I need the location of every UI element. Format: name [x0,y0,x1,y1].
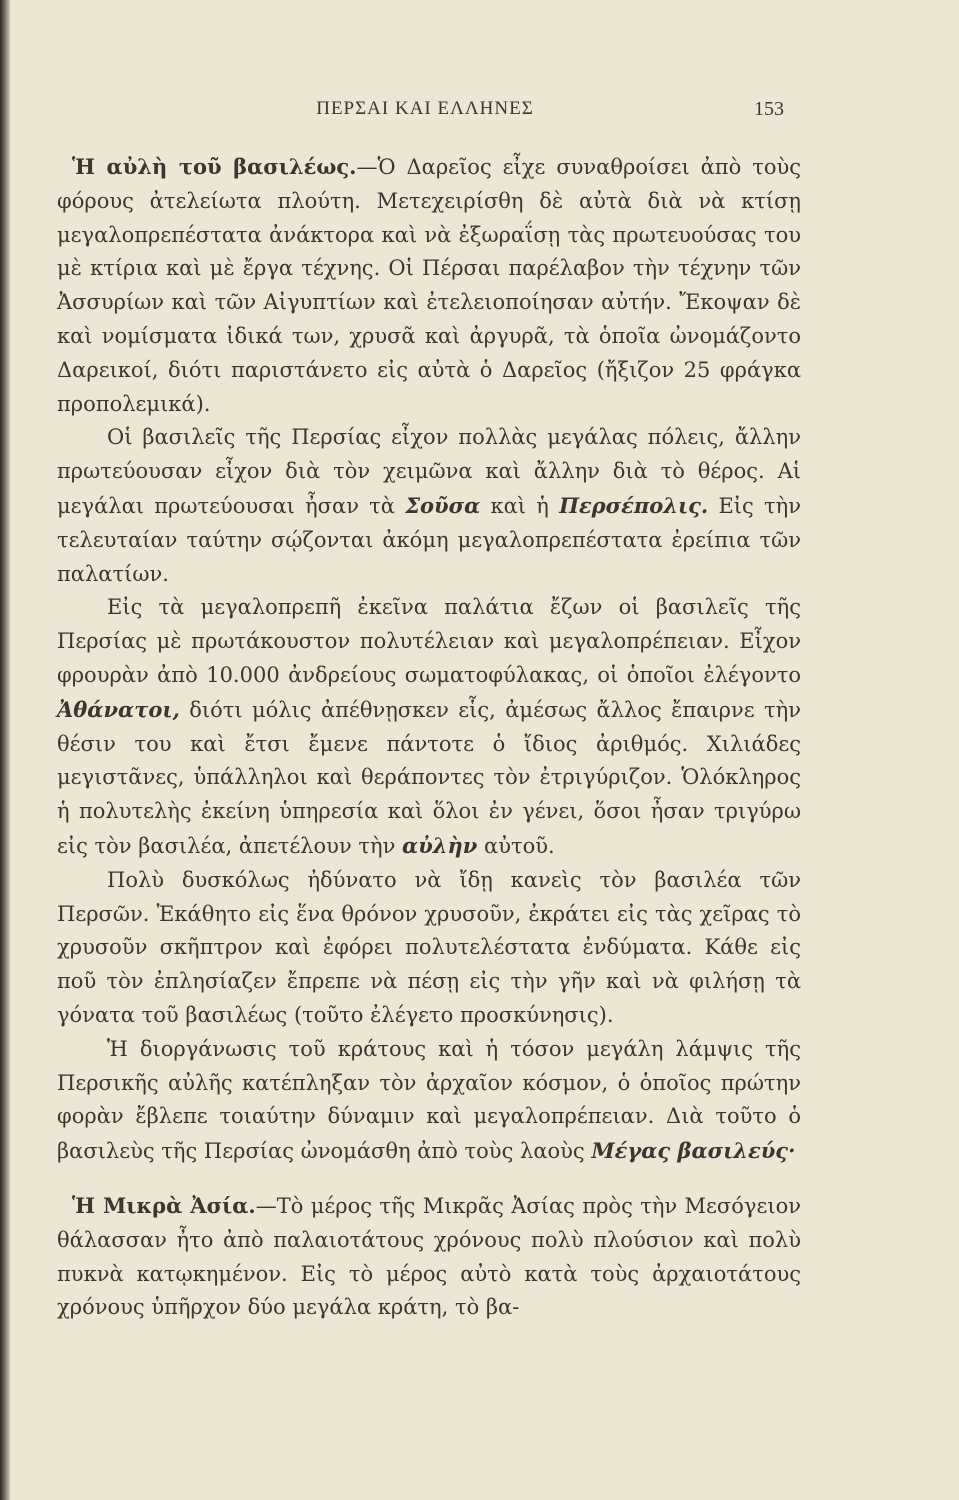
section-heading-royal-court: Ἡ αὐλὴ τοῦ βασιλέως. [72,154,357,179]
emphasis-persepolis: Περσέπολις. [559,492,709,518]
paragraph-palaces [57,591,801,863]
paragraph-text: αὐτοῦ. [484,833,555,858]
running-title: ΠΕΡΣΑΙ ΚΑΙ ΕΛΛΗΝΕΣ [316,98,534,119]
paragraph-text: Εἰς τὰ μεγαλοπρεπῆ ἐκεῖνα παλάτια ἔζων οἱ βασιλεῖς τῆς Περσίας μὲ πρωτάκουστον πολυτέλειαν καὶ μεγαλοπρέπειαν. Εἶχον φρουρὰν ἀπὸ 10.000 ἀνδρείους σωματοφύλακας, οἱ ὁποῖοι ἐλέγοντο [57,595,801,687]
paragraph-asia-minor [57,1189,801,1325]
emphasis-great-king: Μέγας βασιλεύς· [591,1138,796,1164]
paragraph-text: —Ὁ Δαρεῖος εἶχε συναθροίσει ἀπὸ τοὺς φόρους ἀτελείωτα πλούτη. Μετεχειρίσθη δὲ αὐτὰ διὰ νὰ κτίσῃ μεγαλοπρεπέστατα ἀνάκτορα καὶ νὰ ἐξωραΐσῃ τὰς πρωτευούσας του μὲ κτίρια καὶ μὲ ἔργα τέχνης. Οἱ Πέρσαι παρέλαβον τὴν τέχνην τῶν Ἀσσυρίων καὶ τῶν Αἰγυπτίων καὶ ἐτελειοποίησαν αὐτήν. Ἔκοψαν δὲ καὶ νομίσματα ἰδικά των, χρυσᾶ καὶ ἀργυρᾶ, τὰ ὁποῖα ὠνομάζοντο Δαρεικοί, διότι παριστάνετο εἰς αὐτὰ ὁ Δαρεῖος (ἤξιζον 25 φράγκα προπολεμικά). [57,155,801,416]
paragraph-court-intro [57,150,801,421]
page-number: 153 [754,98,784,120]
paragraph-text: Πολὺ δυσκόλως ἠδύνατο νὰ ἴδῃ κανεὶς τὸν βασιλέα τῶν Περσῶν. Ἐκάθητο εἰς ἕνα θρόνον χρυσοῦν, ἐκράτει εἰς τὰς χεῖρας τὸ χρυσοῦν σκῆπτρον καὶ ἐφόρει πολυτελέστατα ἐνδύματα. Κάθε εἰς ποῦ τὸν ἐπλησίαζεν ἔπρεπε νὰ πέσῃ εἰς τὴν γῆν καὶ νὰ φιλήσῃ τὰ γόνατα τοῦ βασιλέως (τοῦτο ἐλέγετο προσκύνησις). [57,867,801,1027]
paragraph-great-king [57,1033,801,1169]
section-heading-asia-minor: Ἡ Μικρὰ Ἀσία. [72,1192,256,1218]
paragraph-text: καὶ ἡ [490,493,549,518]
body-text [57,150,801,1325]
paragraph-text: Οἱ βασιλεῖς τῆς Περσίας εἶχον πολλὰς μεγάλας πόλεις, ἄλλην πρωτεύουσαν εἶχον διὰ τὸν χειμῶνα καὶ ἄλλην διὰ τὸ θέρος. Αἱ μεγάλαι πρωτεύουσαι ἦσαν τὰ [57,425,801,518]
paragraph-capitals [57,421,801,591]
paragraph-king [57,864,801,1033]
paragraph-text: διότι μόλις ἀπέθνῃσκεν εἷς, ἀμέσως ἄλλος ἔπαιρνε τὴν θέσιν του καὶ ἔτσι ἔμενε πάντοτε ὁ ἴδιος ἀριθμός. Χιλιάδες μεγιστᾶνες, ὑπάλληλοι καὶ θεράποντες τὸν ἐτριγύριζον. Ὁλόκληρος ἡ πολυτελὴς ἐκείνη ὑπηρεσία καὶ ὅλοι ἐν γένει, ὅσοι ἦσαν τριγύρω εἰς τὸν βασιλέα, ἀπετέλουν τὴν [57,697,801,858]
emphasis-immortals: Ἀθάνατοι, [57,696,180,722]
paragraph-text: Εἰς τὴν τελευταίαν ταύτην σῴζονται ἀκόμη μεγαλοπρεπέστατα ἐρείπια τῶν παλατίων. [57,493,801,586]
page-binding-edge [0,0,10,1500]
emphasis-court: αὐλὴν [402,832,478,858]
emphasis-sousa: Σοῦσα [405,492,481,518]
paragraph-text: —Τὸ μέρος τῆς Μικρᾶς Ἀσίας πρὸς τὴν Μεσόγειον θάλασσαν ἦτο ἀπὸ παλαιοτάτους χρόνους πολὺ πλούσιον καὶ πολὺ πυκνὰ κατῳκημένον. Εἰς τὸ μέρος αὐτὸ κατὰ τοὺς ἀρχαιοτάτους χρόνους ὑπῆρχον δύο μεγάλα κράτη, τὸ βα- [57,1193,801,1320]
page-header [0,98,959,128]
paragraph-text: Ἡ διοργάνωσις τοῦ κράτους καὶ ἡ τόσον μεγάλη λάμψις τῆς Περσικῆς αὐλῆς κατέπληξαν τὸν ἀρχαῖον κόσμον, ὁ ὁποῖος πρώτην φορὰν ἔβλεπε τοιαύτην δύναμιν καὶ μεγαλοπρέπειαν. Διὰ τοῦτο ὁ βασιλεὺς τῆς Περσίας ὠνομάσθη ἀπὸ τοὺς λαοὺς [57,1036,801,1164]
